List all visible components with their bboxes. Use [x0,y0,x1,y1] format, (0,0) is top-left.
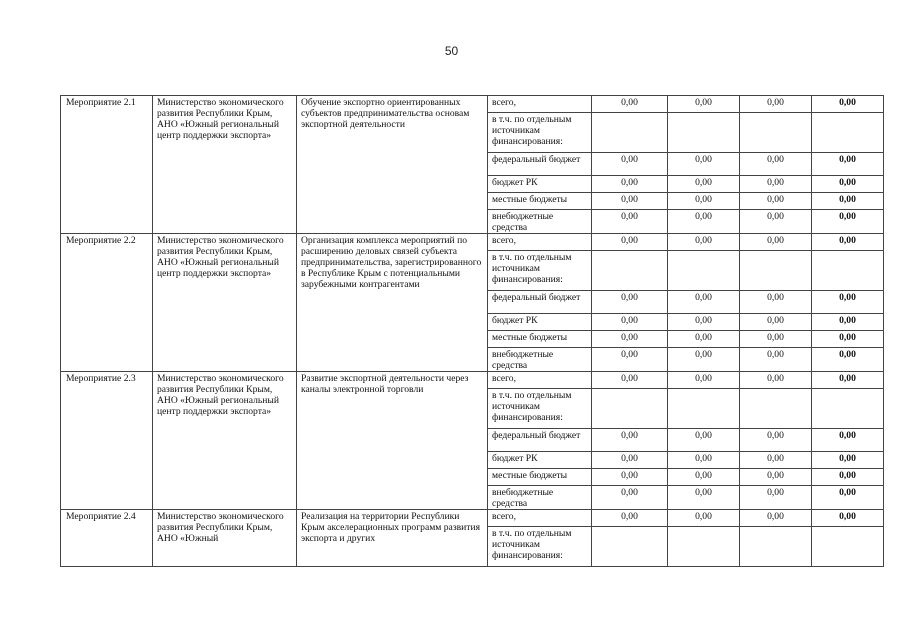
funding-source-label: всего, [488,234,592,251]
year-value-cell: 0,00 [668,153,740,176]
year-value-cell [592,389,668,429]
measure-description: Развитие экспортной деятельности через каналы электронной торговли [297,372,488,510]
table-body [61,96,884,567]
funding-source-label: федеральный бюджет [488,291,592,314]
year-value-cell: 0,00 [740,331,812,348]
year-value-cell: 0,00 [592,193,668,210]
year-value-cell: 0,00 [668,486,740,510]
total-value-cell: 0,00 [812,331,884,348]
year-value-cell: 0,00 [592,210,668,234]
total-value-cell: 0,00 [812,193,884,210]
measure-description: Обучение экспортно ориентированных субъектов предпринимательства основам экспортной деятельности [297,96,488,234]
measure-name: Мероприятие 2.4 [61,510,153,567]
year-value-cell: 0,00 [740,452,812,469]
year-value-cell [592,527,668,567]
year-value-cell: 0,00 [592,176,668,193]
page-number: 50 [444,44,459,58]
funding-source-label: федеральный бюджет [488,429,592,452]
year-value-cell [668,527,740,567]
total-value-cell [812,527,884,567]
table-row [61,510,884,527]
year-value-cell: 0,00 [592,314,668,331]
funding-source-label: в т.ч. по отдельным источникам финансирования: [488,251,592,291]
year-value-cell: 0,00 [668,372,740,389]
year-value-cell: 0,00 [740,176,812,193]
measure-executor: Министерство экономического развития Республики Крым, АНО «Южный региональный центр поддержки экспорта» [153,234,297,372]
year-value-cell: 0,00 [668,314,740,331]
year-value-cell [740,389,812,429]
financing-table [60,95,884,567]
year-value-cell: 0,00 [592,372,668,389]
total-value-cell: 0,00 [812,452,884,469]
measure-name: Мероприятие 2.2 [61,234,153,372]
year-value-cell: 0,00 [740,193,812,210]
year-value-cell: 0,00 [740,429,812,452]
total-value-cell: 0,00 [812,510,884,527]
year-value-cell [592,113,668,153]
table-row [61,234,884,251]
year-value-cell: 0,00 [668,331,740,348]
year-value-cell: 0,00 [592,234,668,251]
funding-source-label: местные бюджеты [488,469,592,486]
year-value-cell: 0,00 [740,96,812,113]
funding-source-label: внебюджетные средства [488,348,592,372]
measure-executor: Министерство экономического развития Республики Крым, АНО «Южный региональный центр поддержки экспорта» [153,96,297,234]
funding-source-label: в т.ч. по отдельным источникам финансирования: [488,389,592,429]
year-value-cell: 0,00 [740,510,812,527]
measure-executor: Министерство экономического развития Республики Крым, АНО «Южный [153,510,297,567]
year-value-cell: 0,00 [668,348,740,372]
year-value-cell: 0,00 [668,193,740,210]
total-value-cell: 0,00 [812,291,884,314]
funding-source-label: бюджет РК [488,452,592,469]
year-value-cell: 0,00 [740,291,812,314]
table-row [61,96,884,113]
year-value-cell [740,251,812,291]
year-value-cell: 0,00 [592,510,668,527]
year-value-cell: 0,00 [668,429,740,452]
measure-description: Организация комплекса мероприятий по расширению деловых связей субъекта предпринимательства, зарегистрированного в Республике Крым с потенциальными зарубежными контрагентами [297,234,488,372]
total-value-cell: 0,00 [812,314,884,331]
total-value-cell: 0,00 [812,96,884,113]
year-value-cell: 0,00 [740,348,812,372]
year-value-cell: 0,00 [592,331,668,348]
measure-name: Мероприятие 2.1 [61,96,153,234]
total-value-cell: 0,00 [812,234,884,251]
funding-source-label: бюджет РК [488,314,592,331]
funding-source-label: местные бюджеты [488,331,592,348]
total-value-cell: 0,00 [812,153,884,176]
measure-description: Реализация на территории Республики Крым акселерационных программ развития экспорта и других [297,510,488,567]
total-value-cell [812,251,884,291]
total-value-cell [812,389,884,429]
year-value-cell: 0,00 [592,153,668,176]
year-value-cell: 0,00 [668,291,740,314]
year-value-cell: 0,00 [668,210,740,234]
year-value-cell: 0,00 [740,486,812,510]
total-value-cell [812,113,884,153]
year-value-cell: 0,00 [668,452,740,469]
year-value-cell: 0,00 [592,486,668,510]
funding-source-label: внебюджетные средства [488,486,592,510]
year-value-cell: 0,00 [592,348,668,372]
year-value-cell [668,251,740,291]
total-value-cell: 0,00 [812,372,884,389]
funding-source-label: бюджет РК [488,176,592,193]
funding-source-label: всего, [488,510,592,527]
funding-source-label: всего, [488,96,592,113]
year-value-cell [592,251,668,291]
total-value-cell: 0,00 [812,348,884,372]
year-value-cell [668,389,740,429]
funding-source-label: внебюджетные средства [488,210,592,234]
year-value-cell: 0,00 [668,510,740,527]
year-value-cell: 0,00 [668,234,740,251]
year-value-cell: 0,00 [668,469,740,486]
funding-source-label: в т.ч. по отдельным источникам финансирования: [488,527,592,567]
year-value-cell: 0,00 [740,210,812,234]
year-value-cell: 0,00 [668,176,740,193]
year-value-cell: 0,00 [592,429,668,452]
year-value-cell: 0,00 [668,96,740,113]
year-value-cell: 0,00 [592,96,668,113]
funding-source-label: в т.ч. по отдельным источникам финансирования: [488,113,592,153]
year-value-cell: 0,00 [740,234,812,251]
year-value-cell: 0,00 [740,469,812,486]
year-value-cell: 0,00 [740,314,812,331]
measure-name: Мероприятие 2.3 [61,372,153,510]
year-value-cell: 0,00 [740,372,812,389]
funding-source-label: федеральный бюджет [488,153,592,176]
year-value-cell: 0,00 [592,452,668,469]
year-value-cell: 0,00 [740,153,812,176]
year-value-cell [668,113,740,153]
measure-executor: Министерство экономического развития Республики Крым, АНО «Южный региональный центр поддержки экспорта» [153,372,297,510]
year-value-cell: 0,00 [592,291,668,314]
year-value-cell [740,527,812,567]
total-value-cell: 0,00 [812,486,884,510]
total-value-cell: 0,00 [812,176,884,193]
year-value-cell [740,113,812,153]
total-value-cell: 0,00 [812,429,884,452]
funding-source-label: всего, [488,372,592,389]
year-value-cell: 0,00 [592,469,668,486]
total-value-cell: 0,00 [812,469,884,486]
funding-source-label: местные бюджеты [488,193,592,210]
total-value-cell: 0,00 [812,210,884,234]
table-row [61,372,884,389]
